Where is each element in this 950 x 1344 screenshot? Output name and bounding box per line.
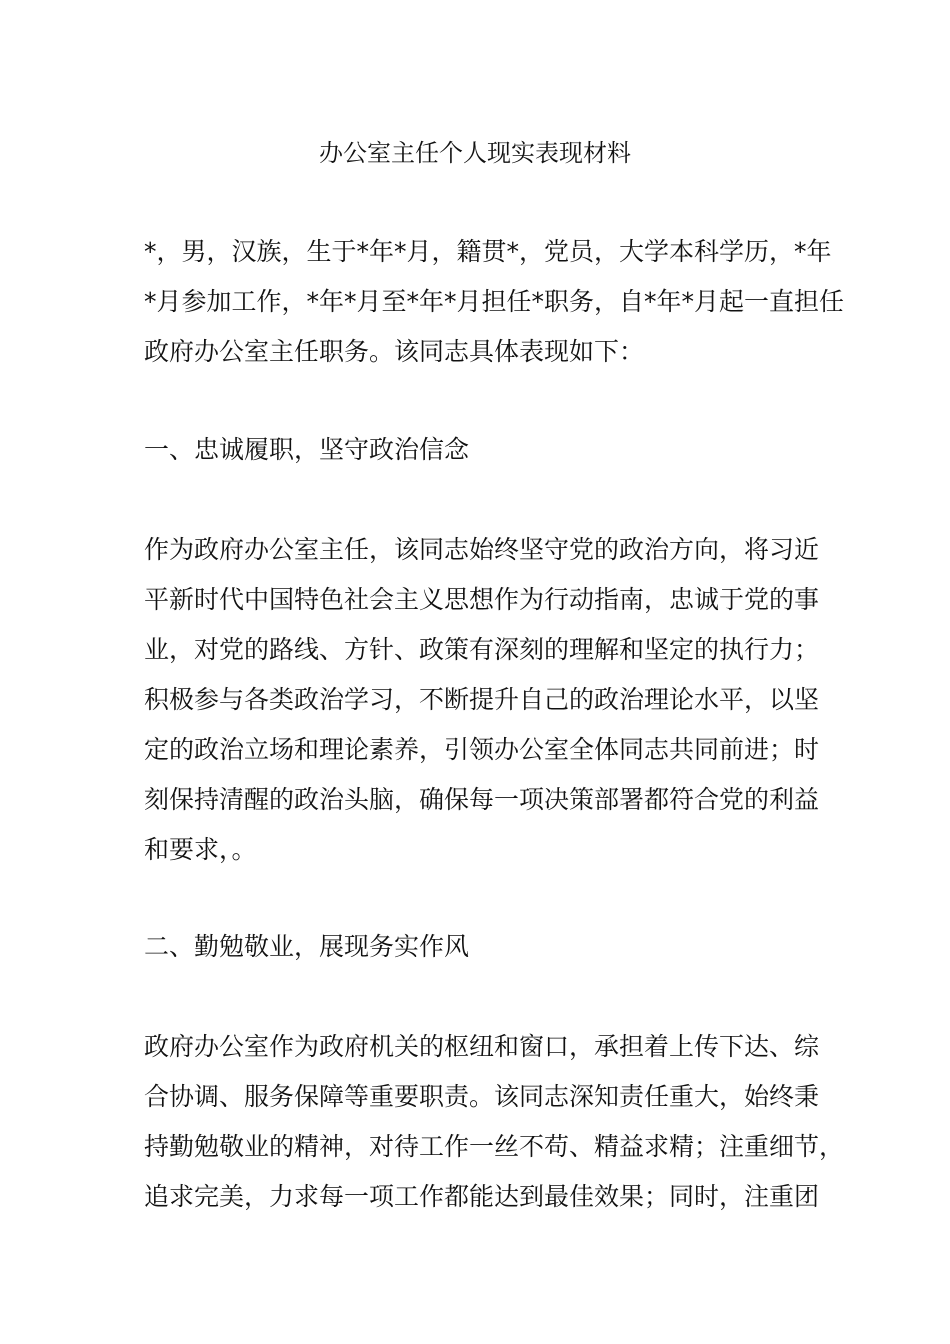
- intro-line: *，男，汉族，生于*年*月，籍贯*，党员，大学本科学历，*年: [144, 237, 832, 266]
- section-2-heading: 二、勤勉敬业，展现务实作风: [144, 932, 470, 961]
- intro-paragraph: [144, 227, 845, 377]
- section-1-paragraph: [144, 525, 824, 875]
- section-1-heading-block: [144, 425, 824, 475]
- paragraph-line: 积极参与各类政治学习，不断提升自己的政治理论水平，以坚: [144, 685, 820, 714]
- paragraph-line: 刻保持清醒的政治头脑，确保每一项决策部署都符合党的利益: [144, 785, 820, 814]
- paragraph-line: 业，对党的路线、方针、政策有深刻的理解和坚定的执行力；: [144, 635, 820, 664]
- paragraph-line: 作为政府办公室主任，该同志始终坚守党的政治方向，将习近: [144, 535, 820, 564]
- paragraph-line: 合协调、服务保障等重要职责。该同志深知责任重大，始终秉: [144, 1082, 820, 1111]
- document-title: 办公室主任个人现实表现材料: [319, 139, 631, 167]
- paragraph-line: 政府办公室作为政府机关的枢纽和窗口，承担着上传下达、综: [144, 1032, 820, 1061]
- section-1-heading: 一、忠诚履职，坚守政治信念: [144, 435, 470, 464]
- paragraph-line: 追求完美，力求每一项工作都能达到最佳效果；同时，注重团: [144, 1182, 820, 1211]
- paragraph-line: 平新时代中国特色社会主义思想作为行动指南，忠诚于党的事: [144, 585, 820, 614]
- intro-line: *月参加工作，*年*月至*年*月担任*职务，自*年*月起一直担任: [144, 287, 845, 316]
- intro-line: 政府办公室主任职务。该同志具体表现如下：: [144, 337, 645, 366]
- paragraph-line: 持勤勉敬业的精神，对待工作一丝不苟、精益求精；注重细节，: [144, 1132, 845, 1161]
- section-2-paragraph: [144, 1022, 845, 1222]
- paragraph-line: 定的政治立场和理论素养，引领办公室全体同志共同前进；时: [144, 735, 820, 764]
- paragraph-line: 和要求，。: [144, 835, 257, 864]
- section-2-heading-block: [144, 922, 824, 972]
